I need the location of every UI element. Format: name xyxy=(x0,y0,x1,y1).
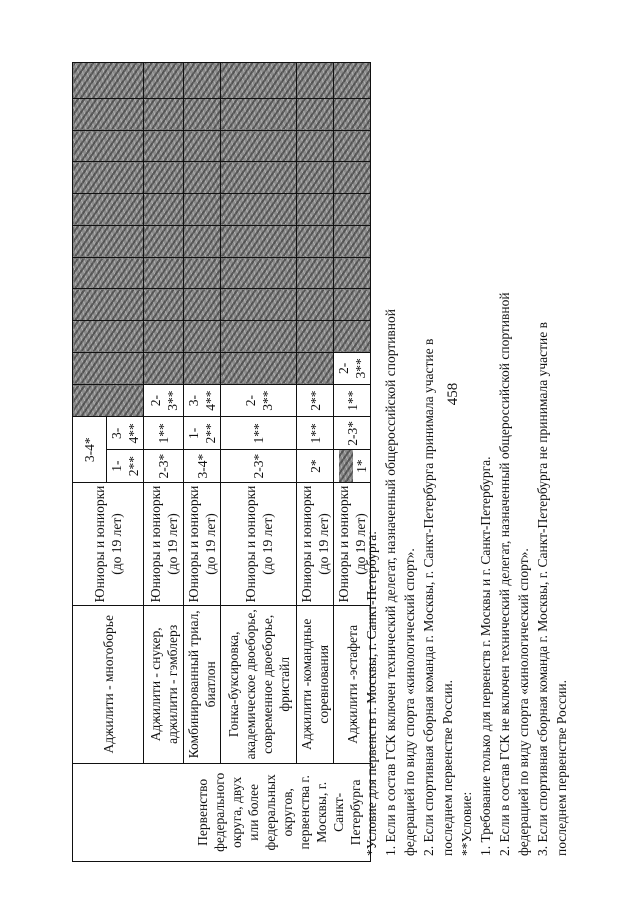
table-row xyxy=(73,63,107,862)
note-line: федерацией по виду спорта «кинологический спорт». xyxy=(402,548,417,856)
place-cell: 2-3** xyxy=(144,384,184,417)
place-cell-value: 1* xyxy=(354,459,369,473)
shaded-cell xyxy=(184,162,221,194)
note-line: последнем первенстве России. xyxy=(554,680,569,856)
shaded-cell xyxy=(221,321,297,353)
place-cell: 3-4* xyxy=(73,417,107,483)
discipline-cell: Аджилити - многоборье xyxy=(73,605,144,763)
shaded-cell xyxy=(297,352,334,384)
note-line: последнем первенстве России. xyxy=(440,680,455,856)
note-line: 2. Если в состав ГСК не включен технический делегат, назначенный общероссийской спортивной xyxy=(497,292,512,856)
note-line: 1. Если в состав ГСК включен технический делегат, назначенный общероссийской спортивной xyxy=(383,309,398,856)
shaded-cell xyxy=(184,63,221,99)
norms-table xyxy=(72,62,371,862)
place-cell: 3-4** xyxy=(184,384,221,417)
shaded-cell xyxy=(297,63,334,99)
shaded-cell xyxy=(73,130,144,162)
note-line: **Условие: xyxy=(459,791,474,856)
page-number: 458 xyxy=(444,382,461,406)
shaded-cell xyxy=(297,194,334,226)
place-cell: 2** xyxy=(297,384,334,417)
age-cell: Юниоры и юниорки (до 19 лет) xyxy=(184,483,221,606)
shaded-cell xyxy=(221,63,297,99)
shaded-cell xyxy=(184,225,221,257)
shaded-cell xyxy=(221,225,297,257)
age-cell: Юниоры и юниорки (до 19 лет) xyxy=(221,483,297,606)
place-cell: 2-3** xyxy=(221,384,297,417)
shaded-cell xyxy=(144,98,184,130)
shaded-cell xyxy=(73,63,144,99)
shaded-cell xyxy=(221,162,297,194)
place-cell: 1-2** xyxy=(107,450,144,483)
shaded-cell xyxy=(297,98,334,130)
shaded-cell xyxy=(184,289,221,321)
place-cell: 1** xyxy=(144,417,184,450)
discipline-cell: Аджилити - снукер, аджилити - гэмблерз xyxy=(144,605,184,763)
note-line: 3. Если спортивная сборная команда г. Москвы, г. Санкт-Петербурга не принимала участие в xyxy=(535,322,550,856)
shaded-cell xyxy=(73,98,144,130)
age-cell: Юниоры и юниорки (до 19 лет) xyxy=(334,483,371,606)
shaded-cell xyxy=(73,162,144,194)
shaded-cell xyxy=(144,63,184,99)
place-cell: 3-4* xyxy=(184,450,221,483)
shaded-cell xyxy=(184,194,221,226)
shaded-cell xyxy=(73,384,144,417)
shaded-cell xyxy=(73,321,144,353)
shaded-cell xyxy=(184,257,221,289)
place-cell: 1** xyxy=(334,384,371,417)
shaded-cell xyxy=(144,194,184,226)
discipline-cell: Аджилити -эстафета xyxy=(334,605,371,763)
shaded-cell xyxy=(221,194,297,226)
table-row xyxy=(221,63,297,862)
discipline-cell: Комбинированный триал, биатлон xyxy=(184,605,221,763)
shaded-cell xyxy=(221,289,297,321)
shaded-cell xyxy=(144,321,184,353)
shaded-cell xyxy=(144,130,184,162)
table-row xyxy=(297,63,334,862)
shaded-cell xyxy=(184,98,221,130)
shaded-cell xyxy=(144,225,184,257)
place-cell: 1-2** xyxy=(184,417,221,450)
shaded-cell xyxy=(221,130,297,162)
shaded-cell xyxy=(144,289,184,321)
competition-cell: Первенство федерального округа, двух или более федеральных округов, первенства г. Москвы, г. Санкт-Петербурга xyxy=(73,763,371,861)
place-cell: 2* xyxy=(297,450,334,483)
place-cell: 3-4** xyxy=(107,417,144,450)
place-cell: 1** xyxy=(221,417,297,450)
shaded-cell xyxy=(184,352,221,384)
shaded-cell xyxy=(144,257,184,289)
shaded-cell xyxy=(73,289,144,321)
note-line: *Условие для первенств г. Москвы, г. Санкт-Петербурга: xyxy=(364,531,379,856)
rotated-table-sheet xyxy=(72,62,569,862)
discipline-cell: Гонка-буксировка, академическое двоеборье, современное двоеборье, фристайл xyxy=(221,605,297,763)
shaded-cell xyxy=(221,257,297,289)
discipline-cell: Аджилити -командные соревнования xyxy=(297,605,334,763)
place-cell: 2-3** xyxy=(334,352,371,384)
shaded-cell xyxy=(297,162,334,194)
shaded-cell xyxy=(144,352,184,384)
shaded-cell xyxy=(339,450,353,482)
shaded-cell xyxy=(297,257,334,289)
shaded-cell xyxy=(297,289,334,321)
place-cell: 2-3* xyxy=(334,417,371,450)
note-line: 2. Если спортивная сборная команда г. Москвы, г. Санкт-Петербурга принимала участие в xyxy=(421,338,436,856)
age-cell: Юниоры и юниорки (до 19 лет) xyxy=(297,483,334,606)
shaded-cell xyxy=(184,130,221,162)
shaded-cell xyxy=(221,98,297,130)
age-cell: Юниоры и юниорки (до 19 лет) xyxy=(73,483,144,606)
age-cell: Юниоры и юниорки (до 19 лет) xyxy=(144,483,184,606)
shaded-cell xyxy=(221,352,297,384)
shaded-cell xyxy=(144,162,184,194)
shaded-cell xyxy=(184,321,221,353)
place-cell: 2-3* xyxy=(144,450,184,483)
shaded-cell xyxy=(73,194,144,226)
shaded-cell xyxy=(297,225,334,257)
shaded-cell xyxy=(73,352,144,384)
place-cell: 2-3* xyxy=(221,450,297,483)
table-row xyxy=(184,63,221,862)
note-line: федерацией по виду спорта «кинологический спорт». xyxy=(516,548,531,856)
note-line: 1. Требование только для первенств г. Москвы и г. Санкт-Петербурга. xyxy=(478,456,493,856)
shaded-cell xyxy=(297,321,334,353)
shaded-cell xyxy=(73,225,144,257)
notes-block xyxy=(362,71,571,856)
place-cell: 1** xyxy=(297,417,334,450)
shaded-cell xyxy=(73,257,144,289)
table-row xyxy=(144,63,184,862)
shaded-cell xyxy=(297,130,334,162)
